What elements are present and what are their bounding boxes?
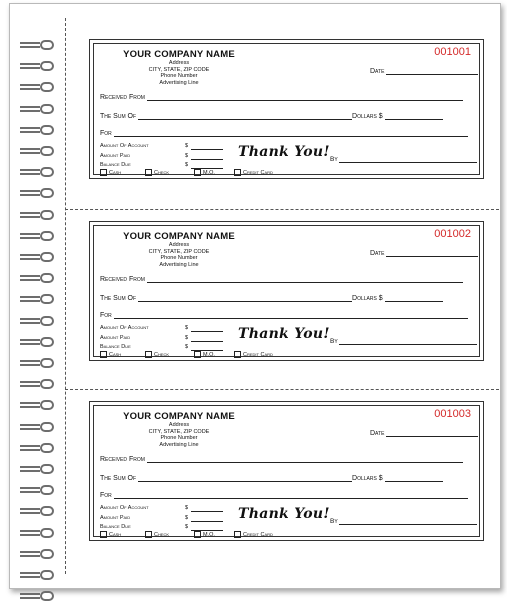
received-from-field[interactable]: [100, 276, 463, 283]
balance-due-label: Balance Due: [100, 344, 131, 350]
spiral-coil-icon: [20, 188, 66, 198]
date-field[interactable]: [370, 250, 478, 257]
by-label: By: [330, 518, 338, 525]
receipt-book-page: [9, 3, 501, 589]
for-label: For: [100, 312, 112, 319]
spiral-coil-icon: [20, 379, 66, 389]
mo-checkbox[interactable]: [194, 169, 201, 176]
vertical-perforation: [65, 18, 66, 574]
spiral-coil-icon: [20, 464, 66, 474]
receipt-number: 001001: [434, 46, 471, 58]
by-field[interactable]: [330, 338, 477, 345]
company-address: Address: [168, 422, 190, 428]
dollars-label: Dollars: [352, 113, 377, 120]
cash-label: Cash: [109, 351, 122, 358]
company-block: [104, 231, 254, 268]
by-label: By: [330, 156, 338, 163]
balance-due-label: Balance Due: [100, 524, 131, 530]
amount-paid-field[interactable]: Amount Paid $: [100, 335, 130, 341]
cash-label: Cash: [109, 169, 122, 176]
check-option[interactable]: [145, 531, 169, 538]
amount-of-account-label: Amount Of Account: [100, 143, 149, 149]
amount-of-account-label: Amount Of Account: [100, 505, 149, 511]
spiral-coil-icon: [20, 252, 66, 262]
spiral-coil-icon: [20, 125, 66, 135]
cash-checkbox[interactable]: [100, 169, 107, 176]
received-from-field[interactable]: [100, 456, 463, 463]
check-checkbox[interactable]: [145, 169, 152, 176]
credit-card-checkbox[interactable]: [234, 169, 241, 176]
received-from-label: Received From: [100, 276, 145, 283]
date-label: Date: [370, 68, 385, 75]
sum-of-field[interactable]: [100, 113, 443, 120]
company-block: [104, 411, 254, 448]
amount-paid-field[interactable]: Amount Paid $: [100, 515, 130, 521]
company-name: YOUR COMPANY NAME: [123, 411, 235, 422]
received-from-label: Received From: [100, 94, 145, 101]
check-checkbox[interactable]: [145, 531, 152, 538]
by-field[interactable]: [330, 156, 477, 163]
company-city: CITY, STATE, ZIP CODE: [148, 66, 210, 73]
spiral-coil-icon: [20, 485, 66, 495]
spiral-coil-icon: [20, 422, 66, 432]
spiral-coil-icon: [20, 294, 66, 304]
spiral-coil-icon: [20, 549, 66, 559]
date-label: Date: [370, 430, 385, 437]
balance-due-field[interactable]: Balance Due $: [100, 344, 131, 350]
company-block: [104, 49, 254, 86]
date-field[interactable]: [370, 430, 478, 437]
receipt-inner-border: [93, 43, 480, 175]
company-address: Address: [168, 60, 190, 66]
balance-due-label: Balance Due: [100, 162, 131, 168]
company-address: Address: [168, 242, 190, 248]
company-city: CITY, STATE, ZIP CODE: [148, 428, 210, 435]
for-field[interactable]: [100, 492, 468, 499]
cash-option[interactable]: [100, 169, 121, 176]
for-field[interactable]: [100, 312, 468, 319]
spiral-coil-icon: [20, 400, 66, 410]
spiral-coil-icon: [20, 316, 66, 326]
check-checkbox[interactable]: [145, 351, 152, 358]
horizontal-perforation: [65, 209, 499, 210]
credit-card-option[interactable]: [234, 169, 273, 176]
company-name: YOUR COMPANY NAME: [123, 49, 235, 60]
company-advertising: Advertising Line: [159, 261, 199, 268]
date-label: Date: [370, 250, 385, 257]
company-city: CITY, STATE, ZIP CODE: [148, 248, 210, 255]
spiral-coil-icon: [20, 82, 66, 92]
spiral-coil-icon: [20, 443, 66, 453]
cash-checkbox[interactable]: [100, 531, 107, 538]
dollar-sign: $: [378, 475, 383, 482]
company-advertising: Advertising Line: [159, 441, 199, 448]
mo-option[interactable]: [194, 351, 215, 358]
company-name: YOUR COMPANY NAME: [123, 231, 235, 242]
credit-card-label: Credit Card: [243, 351, 273, 358]
receipt-number: 001003: [434, 408, 471, 420]
cash-option[interactable]: [100, 351, 121, 358]
by-field[interactable]: [330, 518, 477, 525]
credit-card-checkbox[interactable]: [234, 351, 241, 358]
cash-checkbox[interactable]: [100, 351, 107, 358]
sum-of-label: The Sum Of: [100, 475, 137, 482]
mo-option[interactable]: [194, 531, 215, 538]
company-phone: Phone Number: [160, 73, 198, 79]
mo-checkbox[interactable]: [194, 351, 201, 358]
check-label: Check: [154, 169, 170, 176]
company-phone: Phone Number: [160, 435, 198, 441]
check-option[interactable]: [145, 169, 169, 176]
amount-paid-label: Amount Paid: [100, 335, 131, 341]
credit-card-label: Credit Card: [243, 531, 273, 538]
sum-of-label: The Sum Of: [100, 295, 137, 302]
thank-you-text: Thank You!: [238, 506, 330, 522]
credit-card-option[interactable]: [234, 531, 273, 538]
sum-of-field[interactable]: [100, 475, 443, 482]
received-from-field[interactable]: [100, 94, 463, 101]
spiral-coil-icon: [20, 528, 66, 538]
by-label: By: [330, 338, 338, 345]
dollars-label: Dollars: [352, 295, 377, 302]
dollars-label: Dollars: [352, 475, 377, 482]
spiral-coil-icon: [20, 337, 66, 347]
spiral-coil-icon: [20, 231, 66, 241]
spiral-coil-icon: [20, 570, 66, 580]
spiral-coil-icon: [20, 210, 66, 220]
cash-option[interactable]: [100, 531, 121, 538]
spiral-coil-icon: [20, 273, 66, 283]
horizontal-perforation: [65, 389, 499, 390]
sum-of-field[interactable]: [100, 295, 443, 302]
amount-of-account-field[interactable]: Amount Of Account $: [100, 143, 149, 149]
date-field[interactable]: [370, 68, 478, 75]
thank-you-text: Thank You!: [238, 326, 330, 342]
thank-you-text: Thank You!: [238, 144, 330, 160]
spiral-coil-icon: [20, 358, 66, 368]
receipt-inner-border: [93, 225, 480, 357]
amount-paid-label: Amount Paid: [100, 515, 131, 521]
spiral-coil-icon: [20, 146, 66, 156]
check-option[interactable]: [145, 351, 169, 358]
mo-option[interactable]: [194, 169, 215, 176]
amount-of-account-field[interactable]: Amount Of Account $: [100, 325, 149, 331]
received-from-label: Received From: [100, 456, 145, 463]
receipt-inner-border: [93, 405, 480, 537]
mo-label: M.O.: [203, 351, 215, 358]
spiral-coil-icon: [20, 506, 66, 516]
for-label: For: [100, 492, 112, 499]
amount-paid-label: Amount Paid: [100, 153, 131, 159]
spiral-coil-icon: [20, 40, 66, 50]
credit-card-checkbox[interactable]: [234, 531, 241, 538]
for-field[interactable]: [100, 130, 468, 137]
balance-due-field[interactable]: Balance Due $: [100, 162, 131, 168]
mo-label: M.O.: [203, 531, 215, 538]
credit-card-option[interactable]: [234, 351, 273, 358]
dollar-sign: $: [378, 113, 383, 120]
balance-due-field[interactable]: Balance Due $: [100, 524, 131, 530]
spiral-coil-icon: [20, 167, 66, 177]
amount-of-account-field[interactable]: Amount Of Account $: [100, 505, 149, 511]
receipt-number: 001002: [434, 228, 471, 240]
credit-card-label: Credit Card: [243, 169, 273, 176]
cash-label: Cash: [109, 531, 122, 538]
receipt: [89, 401, 484, 541]
mo-label: M.O.: [203, 169, 215, 176]
amount-paid-field[interactable]: Amount Paid $: [100, 153, 130, 159]
spiral-binding: [10, 4, 66, 588]
receipt: [89, 39, 484, 179]
company-advertising: Advertising Line: [159, 79, 199, 86]
dollar-sign: $: [378, 295, 383, 302]
check-label: Check: [154, 531, 170, 538]
amount-of-account-label: Amount Of Account: [100, 325, 149, 331]
check-label: Check: [154, 351, 170, 358]
mo-checkbox[interactable]: [194, 531, 201, 538]
for-label: For: [100, 130, 112, 137]
receipt: [89, 221, 484, 361]
spiral-coil-icon: [20, 104, 66, 114]
spiral-coil-icon: [20, 61, 66, 71]
company-phone: Phone Number: [160, 255, 198, 261]
sum-of-label: The Sum Of: [100, 113, 137, 120]
